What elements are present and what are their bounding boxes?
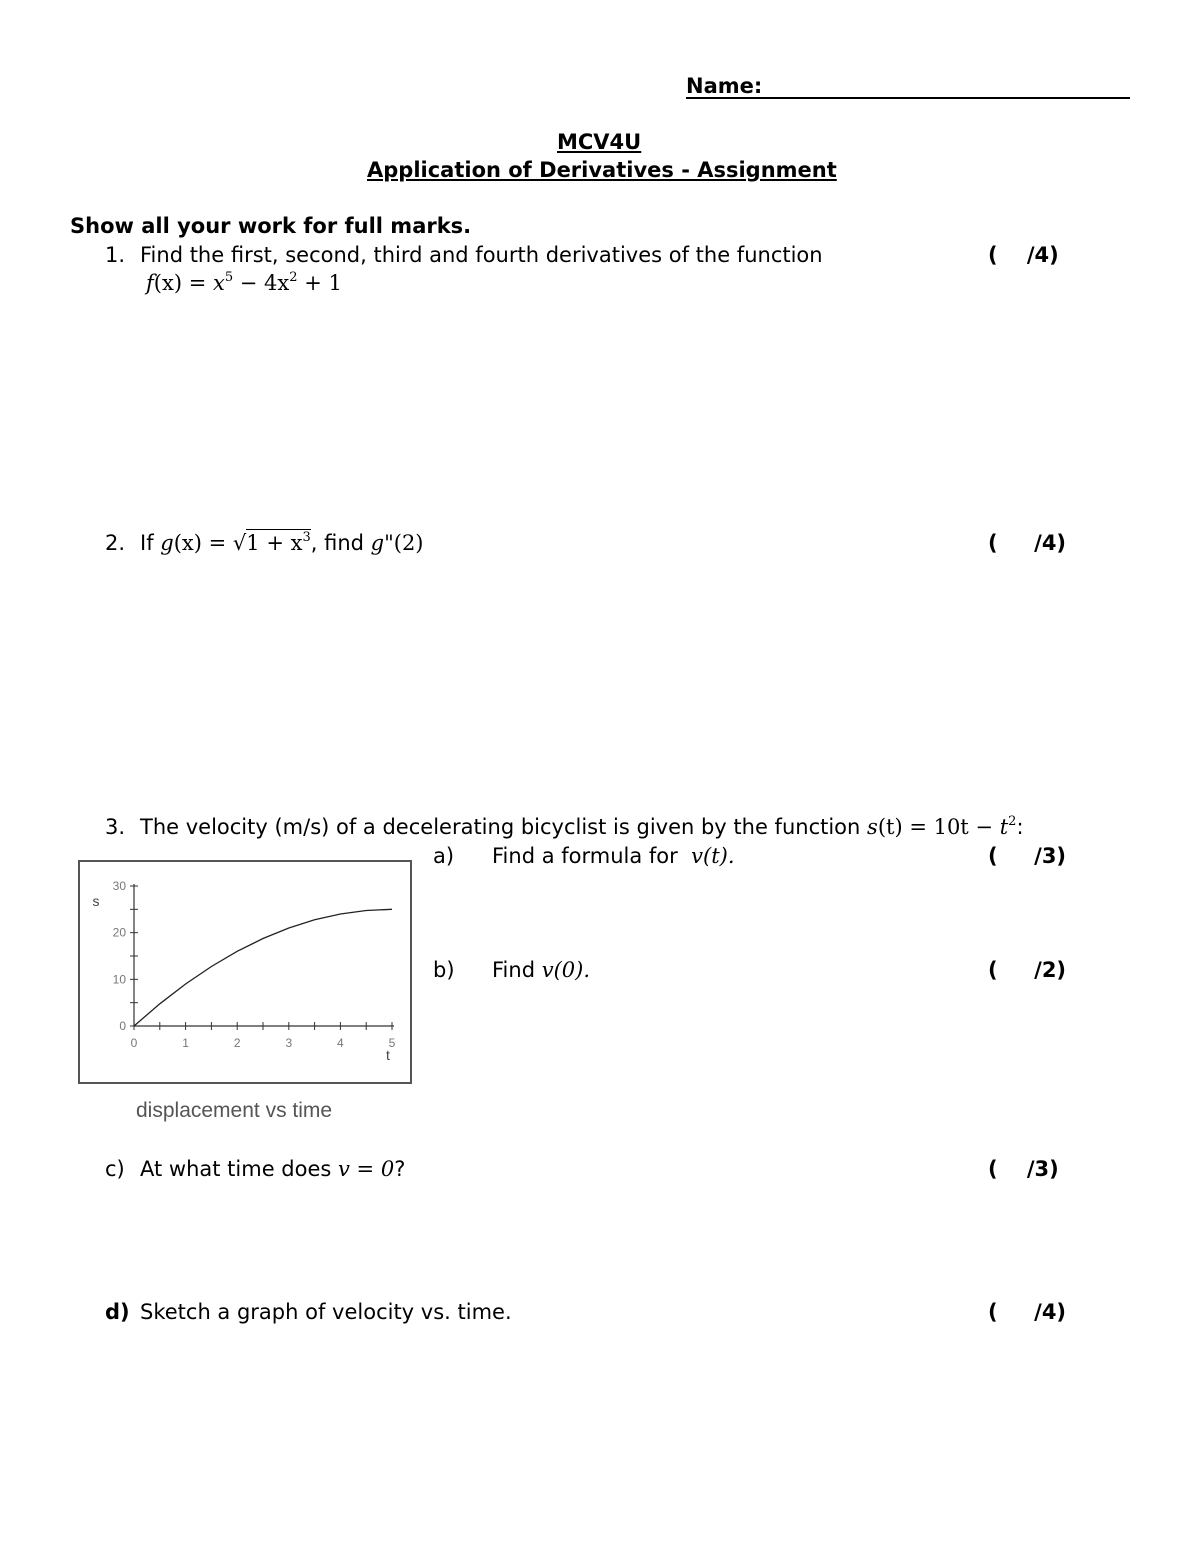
question-text: If $g(x) = √1 + x^3$, find g"(2) bbox=[140, 530, 424, 555]
part-b-text: Find v(0). bbox=[492, 958, 591, 982]
x-tick-label: 1 bbox=[182, 1036, 189, 1050]
marks-box: ( /2) bbox=[988, 958, 1067, 982]
question-text: Find the first, second, third and fourth derivatives of the function bbox=[140, 243, 823, 267]
part-c-text: At what time does v = 0? bbox=[140, 1157, 406, 1181]
y-tick-label: 30 bbox=[112, 879, 126, 893]
marks-box: ( /4) bbox=[988, 531, 1067, 555]
question-number: 1. bbox=[105, 243, 126, 267]
chart-svg bbox=[80, 862, 410, 1082]
x-tick-label: 0 bbox=[130, 1036, 138, 1050]
marks-box: ( /4) bbox=[988, 243, 1059, 267]
question-number: 3. bbox=[105, 815, 126, 839]
question-number: 2. bbox=[105, 531, 126, 555]
part-b-label: b) bbox=[433, 958, 455, 982]
series-line bbox=[134, 909, 392, 1026]
x-axis-label: t bbox=[386, 1047, 390, 1063]
marks-box: ( /3) bbox=[988, 844, 1067, 868]
name-label: Name: bbox=[686, 74, 763, 98]
x-tick-label: 3 bbox=[285, 1036, 293, 1050]
y-tick-label: 10 bbox=[112, 972, 126, 987]
part-a-text: Find a formula for v(t). bbox=[492, 844, 735, 868]
name-blank-line[interactable] bbox=[686, 76, 1130, 99]
y-tick-label: 20 bbox=[112, 925, 126, 940]
instructions: Show all your work for full marks. bbox=[70, 214, 472, 238]
marks-box: ( /4) bbox=[988, 1300, 1067, 1324]
displacement-graph bbox=[78, 860, 412, 1084]
y-axis-label: s bbox=[92, 893, 100, 909]
x-tick-label: 2 bbox=[233, 1036, 241, 1050]
page-title: Application of Derivatives - Assignment bbox=[367, 158, 837, 182]
question-text: The velocity (m/s) of a decelerating bicyclist is given by the function $s(t) = 10t - t^2$: bbox=[140, 814, 1024, 839]
graph-caption: displacement vs time bbox=[136, 1099, 333, 1122]
part-d-label: d) bbox=[105, 1300, 130, 1324]
marks-box: ( /3) bbox=[988, 1157, 1059, 1181]
part-a-label: a) bbox=[433, 844, 455, 868]
x-tick-label: 5 bbox=[388, 1036, 396, 1050]
part-c-label: c) bbox=[105, 1157, 125, 1181]
course-code: MCV4U bbox=[557, 130, 642, 154]
part-d-text: Sketch a graph of velocity vs. time. bbox=[140, 1300, 512, 1324]
x-tick-label: 4 bbox=[337, 1036, 344, 1050]
y-tick-label: 0 bbox=[119, 1019, 126, 1033]
function-expression: $f(x) = x^5 - 4x^2 + 1$ bbox=[146, 270, 342, 295]
